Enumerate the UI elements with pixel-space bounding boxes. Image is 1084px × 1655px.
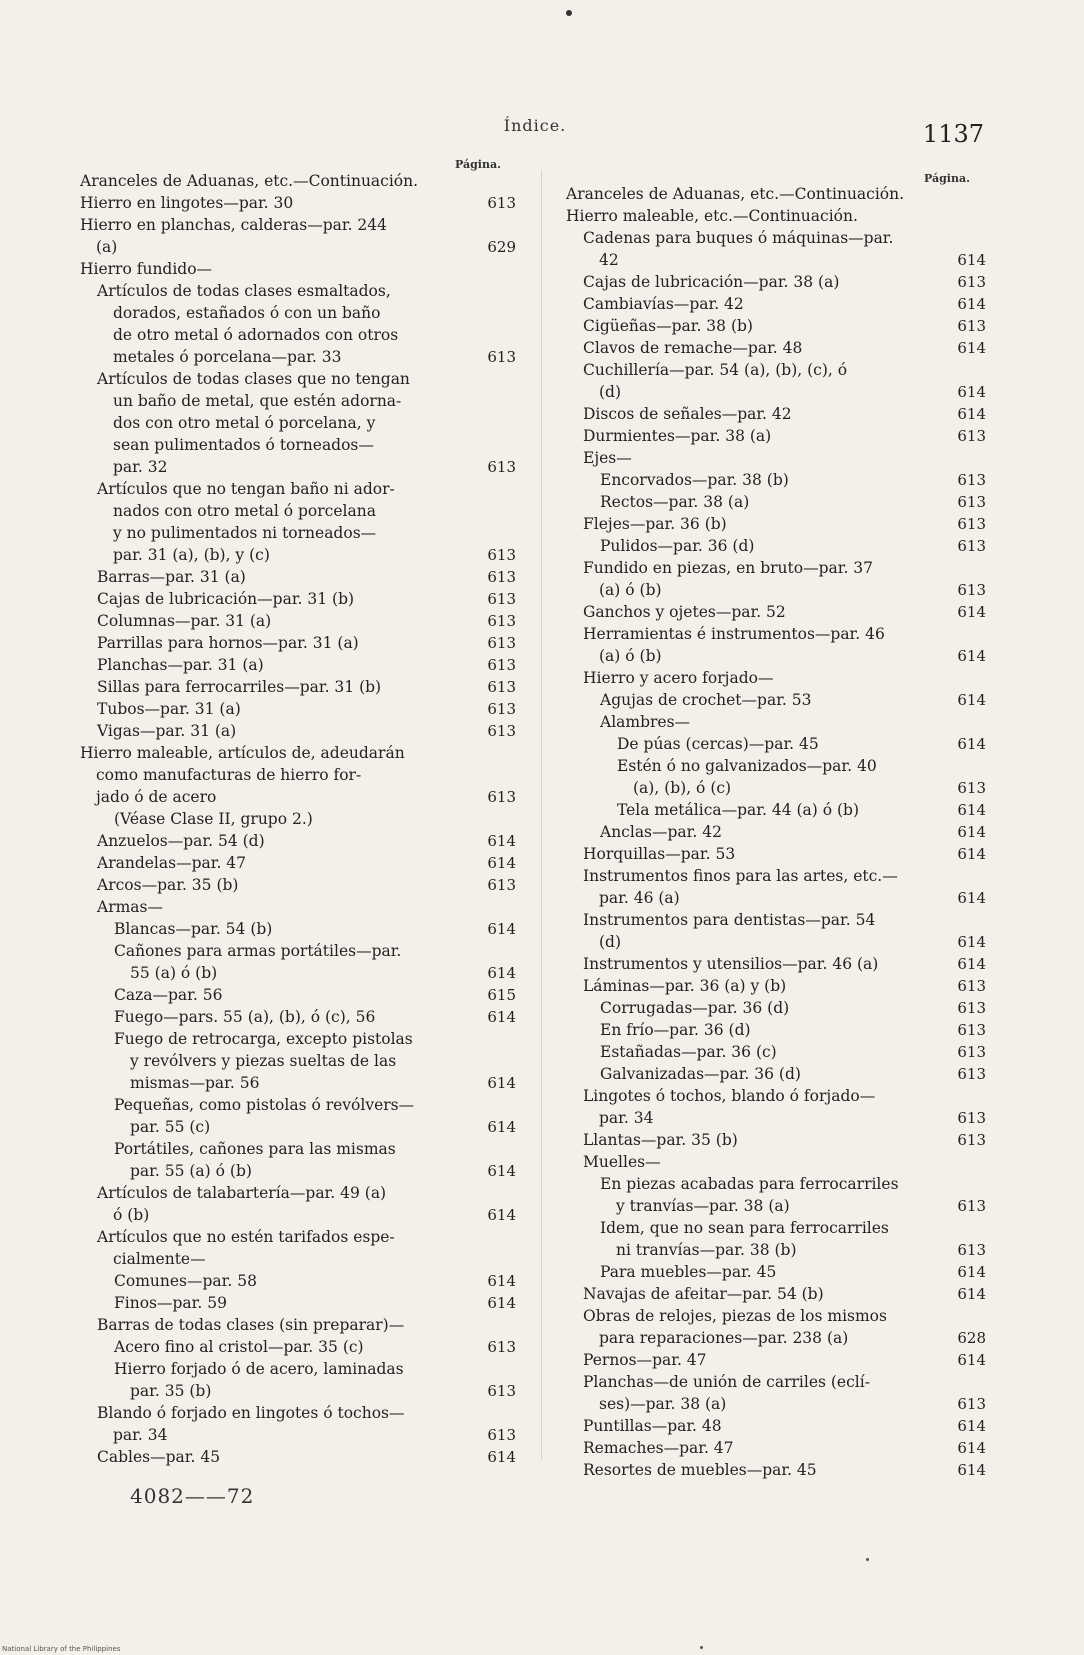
entry-page-number: 613 [957,317,986,335]
entry-page-number: 613 [957,1065,986,1083]
entry-page-number: 614 [957,691,986,709]
index-entry [80,368,516,478]
entry-text: Artículos de todas clases esmaltados, dorados, estañados ó con un baño de otro metal ó adornados con otros metales ó porcelana—par. 33 [97,282,399,366]
entry-text: Horquillas—par. 53 [583,845,736,863]
entry-page-number: 614 [957,1263,986,1281]
index-entry [566,909,986,953]
entry-text: Hierro y acero forjado— [583,669,774,687]
entry-page-number: 614 [957,933,986,951]
entry-page-number: 614 [957,1351,986,1369]
right-entry-list [566,205,986,1481]
entry-page-number: 613 [957,273,986,291]
entry-page-number: 614 [487,1272,516,1290]
index-entry [80,874,516,896]
entry-text: Flejes—par. 36 (b) [583,515,727,533]
index-entry [80,896,516,918]
entry-page-number: 613 [957,1241,986,1259]
index-entry [566,359,986,403]
entry-text: Galvanizadas—par. 36 (d) [600,1065,801,1083]
entry-page-number: 614 [487,1206,516,1224]
entry-text: Instrumentos y utensilios—par. 46 (a) [583,955,879,973]
entry-page-number: 613 [957,1043,986,1061]
entry-text: Alambres— [600,713,691,731]
entry-text: Barras de todas clases (sin preparar)— [97,1316,405,1334]
index-entry [566,1019,986,1041]
index-entry [566,623,986,667]
entry-page-number: 613 [487,1382,516,1400]
index-entry [80,742,516,808]
index-entry [566,997,986,1019]
left-column [80,170,516,1468]
entry-page-number: 614 [487,1074,516,1092]
printer-signature: 4082——72 [130,1484,255,1508]
index-entry [80,192,516,214]
index-entry [566,535,986,557]
index-entry [566,1041,986,1063]
entry-text: Finos—par. 59 [114,1294,227,1312]
entry-text: Hierro en lingotes—par. 30 [80,194,294,212]
entry-text: Cañones para armas portátiles—par. 55 (a) ó (b) [114,942,402,982]
entry-text: Resortes de muebles—par. 45 [583,1461,817,1479]
entry-text: Instrumentos finos para las artes, etc.— par. 46 (a) [583,867,898,907]
entry-text: (Véase Clase II, grupo 2.) [114,810,313,828]
entry-page-number: 614 [957,955,986,973]
entry-page-number: 614 [957,405,986,423]
index-entry [566,205,986,227]
index-entry [566,1437,986,1459]
entry-text: Sillas para ferrocarriles—par. 31 (b) [97,678,382,696]
entry-text: Planchas—par. 31 (a) [97,656,264,674]
entry-text: Artículos que no tengan baño ni ador- nados con otro metal ó porcelana y no pulimentados ni torneados— par. 31 (a), (b), y (c) [97,480,395,564]
entry-text: Estén ó no galvanizados—par. 40 (a), (b), ó (c) [617,757,877,797]
index-entry [566,315,986,337]
entry-text: Pulidos—par. 36 (d) [600,537,755,555]
entry-page-number: 614 [487,854,516,872]
index-entry [80,830,516,852]
index-entry [80,478,516,566]
entry-page-number: 614 [487,832,516,850]
index-entry [80,1402,516,1446]
entry-text: Fuego de retrocarga, excepto pistolas y revólvers y piezas sueltas de las mismas—par. 56 [114,1030,413,1092]
continuation-heading: Aranceles de Aduanas, etc.—Continuación. [80,172,419,190]
entry-page-number: 613 [957,581,986,599]
entry-text: Idem, que no sean para ferrocarriles ni tranvías—par. 38 (b) [600,1219,889,1259]
entry-text: Pernos—par. 47 [583,1351,707,1369]
entry-text: Armas— [97,898,163,916]
index-entry [566,821,986,843]
entry-page-number: 614 [957,1461,986,1479]
entry-page-number: 613 [487,348,516,366]
column-divider [541,170,542,1460]
index-entry [80,720,516,742]
entry-page-number: 613 [957,779,986,797]
entry-text: Láminas—par. 36 (a) y (b) [583,977,787,995]
entry-text: Durmientes—par. 38 (a) [583,427,772,445]
entry-page-number: 613 [957,515,986,533]
entry-page-number: 614 [487,920,516,938]
index-entry [566,557,986,601]
entry-text: Fundido en piezas, en bruto—par. 37 (a) ó (b) [583,559,874,599]
entry-text: Para muebles—par. 45 [600,1263,777,1281]
index-entry [566,271,986,293]
entry-page-number: 613 [487,458,516,476]
entry-page-number: 613 [487,1338,516,1356]
index-entry [566,843,986,865]
entry-text: Cuchillería—par. 54 (a), (b), (c), ó (d) [583,361,848,401]
index-entry [566,1173,986,1217]
entry-page-number: 613 [957,977,986,995]
entry-page-number: 614 [957,295,986,313]
index-entry [566,469,986,491]
entry-text: Llantas—par. 35 (b) [583,1131,738,1149]
entry-page-number: 613 [957,999,986,1017]
index-entry [80,588,516,610]
entry-page-number: 629 [487,238,516,256]
index-entry [80,1094,516,1138]
index-entry [566,1349,986,1371]
index-entry [80,632,516,654]
entry-text: Obras de relojes, piezas de los mismos para reparaciones—par. 238 (a) [583,1307,887,1347]
entry-text: Hierro fundido— [80,260,213,278]
entry-page-number: 613 [487,634,516,652]
entry-text: Cigüeñas—par. 38 (b) [583,317,753,335]
entry-page-number: 614 [957,823,986,841]
entry-text: Ejes— [583,449,632,467]
entry-page-number: 614 [957,845,986,863]
entry-page-number: 614 [957,889,986,907]
entry-text: Pequeñas, como pistolas ó revólvers— par. 55 (c) [114,1096,415,1136]
index-entry [80,1314,516,1336]
index-entry [566,975,986,997]
entry-text: Tela metálica—par. 44 (a) ó (b) [617,801,860,819]
index-entry [566,1063,986,1085]
entry-page-number: 613 [487,568,516,586]
index-entry [80,1358,516,1402]
entry-page-number: 613 [487,876,516,894]
entry-page-number: 614 [957,1285,986,1303]
entry-page-number: 613 [487,722,516,740]
entry-text: Corrugadas—par. 36 (d) [600,999,790,1017]
entry-text: En frío—par. 36 (d) [600,1021,751,1039]
entry-text: Fuego—pars. 55 (a), (b), ó (c), 56 [114,1008,376,1026]
entry-page-number: 613 [957,1131,986,1149]
page-number: 1137 [922,120,984,148]
entry-page-number: 613 [487,194,516,212]
index-entry [80,214,516,258]
index-entry [80,280,516,368]
index-entry [566,403,986,425]
entry-text: Discos de señales—par. 42 [583,405,792,423]
index-entry [566,1371,986,1415]
entry-text: Arcos—par. 35 (b) [97,876,239,894]
entry-text: Hierro maleable, etc.—Continuación. [566,207,858,225]
entry-page-number: 613 [957,1197,986,1215]
index-entry [566,1085,986,1129]
index-entry [80,676,516,698]
entry-page-number: 614 [487,964,516,982]
index-entry [566,425,986,447]
index-entry [566,711,986,733]
index-entry [566,513,986,535]
ink-speck [566,10,572,16]
entry-text: Cajas de lubricación—par. 31 (b) [97,590,355,608]
index-entry [566,1305,986,1349]
entry-text: Rectos—par. 38 (a) [600,493,750,511]
index-entry [80,698,516,720]
index-entry [80,984,516,1006]
entry-text: Cadenas para buques ó máquinas—par. 42 [583,229,894,269]
entry-page-number: 614 [957,1417,986,1435]
index-entry [566,755,986,799]
entry-text: Blando ó forjado en lingotes ó tochos— par. 34 [97,1404,405,1444]
index-entry [566,1459,986,1481]
index-entry [80,940,516,984]
entry-text: Cables—par. 45 [97,1448,221,1466]
index-entry [80,1028,516,1094]
entry-text: Puntillas—par. 48 [583,1417,722,1435]
index-entry [566,1129,986,1151]
entry-page-number: 614 [487,1448,516,1466]
ink-speck [700,1646,703,1649]
index-entry [566,447,986,469]
entry-page-number: 613 [487,788,516,806]
entry-page-number: 614 [487,1162,516,1180]
index-entry [80,1270,516,1292]
entry-text: Cajas de lubricación—par. 38 (a) [583,273,840,291]
entry-text: Comunes—par. 58 [114,1272,257,1290]
index-entry [566,667,986,689]
entry-page-number: 614 [957,1439,986,1457]
entry-text: Tubos—par. 31 (a) [97,700,241,718]
continuation-heading: Aranceles de Aduanas, etc.—Continuación. [566,185,905,203]
entry-page-number: 628 [957,1329,986,1347]
index-entry [80,258,516,280]
index-entry [80,1182,516,1226]
entry-text: Lingotes ó tochos, blando ó forjado— par. 34 [583,1087,876,1127]
entry-page-number: 614 [957,603,986,621]
index-entry [80,1292,516,1314]
entry-text: Encorvados—par. 38 (b) [600,471,789,489]
entry-text: Hierro forjado ó de acero, laminadas par. 35 (b) [114,1360,404,1400]
entry-page-number: 613 [957,493,986,511]
entry-text: Artículos de todas clases que no tengan un baño de metal, que estén adorna- dos con otro metal ó porcelana, y sean pulimentados ó torneados— par. 32 [97,370,410,476]
entry-page-number: 613 [957,1021,986,1039]
right-column [566,183,986,1481]
index-entry [80,918,516,940]
entry-page-number: 613 [957,1395,986,1413]
entry-text: De púas (cercas)—par. 45 [617,735,819,753]
entry-text: Columnas—par. 31 (a) [97,612,272,630]
entry-page-number: 613 [487,700,516,718]
entry-page-number: 614 [957,801,986,819]
index-entry [566,293,986,315]
index-entry [566,227,986,271]
index-entry [566,1283,986,1305]
entry-page-number: 613 [487,1426,516,1444]
index-entry [80,1006,516,1028]
entry-text: Ganchos y ojetes—par. 52 [583,603,786,621]
index-entry [566,953,986,975]
entry-page-number: 613 [487,590,516,608]
index-entry [80,610,516,632]
entry-text: Arandelas—par. 47 [97,854,247,872]
entry-text: Acero fino al cristol—par. 35 (c) [114,1338,364,1356]
page-column-label-right: Página. [924,172,970,185]
entry-page-number: 613 [957,471,986,489]
entry-page-number: 613 [487,612,516,630]
entry-text: Navajas de afeitar—par. 54 (b) [583,1285,824,1303]
index-entry [566,1151,986,1173]
index-entry [566,689,986,711]
page-column-label-left: Página. [455,158,501,171]
entry-text: Vigas—par. 31 (a) [97,722,237,740]
index-entry [80,1336,516,1358]
index-entry [80,1446,516,1468]
entry-page-number: 614 [957,383,986,401]
entry-page-number: 614 [957,339,986,357]
index-entry [80,852,516,874]
index-entry [566,601,986,623]
entry-text: Clavos de remache—par. 48 [583,339,803,357]
index-entry [566,799,986,821]
entry-page-number: 614 [957,251,986,269]
left-entry-list [80,192,516,1468]
entry-text: Estañadas—par. 36 (c) [600,1043,777,1061]
entry-page-number: 615 [487,986,516,1004]
index-entry [566,733,986,755]
entry-text: Hierro maleable, artículos de, adeudarán como manufacturas de hierro for- jado ó de acero [80,744,405,806]
entry-page-number: 613 [487,546,516,564]
index-entry [566,337,986,359]
entry-text: Barras—par. 31 (a) [97,568,246,586]
entry-text: Anclas—par. 42 [600,823,722,841]
entry-text: Herramientas é instrumentos—par. 46 (a) ó (b) [583,625,885,665]
entry-text: Remaches—par. 47 [583,1439,734,1457]
index-entry [566,1261,986,1283]
entry-text: Artículos de talabartería—par. 49 (a) ó (b) [97,1184,387,1224]
entry-page-number: 614 [487,1118,516,1136]
entry-text: Cambiavías—par. 42 [583,295,744,313]
entry-text: Parrillas para hornos—par. 31 (a) [97,634,359,652]
entry-text: Portátiles, cañones para las mismas par. 55 (a) ó (b) [114,1140,396,1180]
entry-text: Caza—par. 56 [114,986,223,1004]
index-entry [80,808,516,830]
entry-text: Planchas—de unión de carriles (eclí- ses)—par. 38 (a) [583,1373,870,1413]
entry-text: Agujas de crochet—par. 53 [600,691,812,709]
index-entry [80,1138,516,1182]
ink-speck [866,1558,869,1561]
entry-text: Artículos que no estén tarifados espe- cialmente— [97,1228,395,1268]
entry-page-number: 613 [487,678,516,696]
entry-text: Muelles— [583,1153,661,1171]
entry-text: Anzuelos—par. 54 (d) [97,832,265,850]
entry-page-number: 613 [487,656,516,674]
scan-credit: National Library of the Philippines [2,1645,121,1653]
entry-page-number: 613 [957,537,986,555]
entry-page-number: 613 [957,427,986,445]
entry-page-number: 614 [957,647,986,665]
running-head: Índice. [503,116,567,135]
index-entry [566,865,986,909]
entry-text: Hierro en planchas, calderas—par. 244 (a) [80,216,388,256]
entry-page-number: 614 [487,1008,516,1026]
entry-page-number: 614 [957,735,986,753]
entry-text: Instrumentos para dentistas—par. 54 (d) [583,911,876,951]
index-entry [80,1226,516,1270]
index-entry [566,1217,986,1261]
index-entry [566,1415,986,1437]
entry-page-number: 614 [487,1294,516,1312]
index-entry [566,491,986,513]
entry-page-number: 613 [957,1109,986,1127]
entry-text: En piezas acabadas para ferrocarriles y tranvías—par. 38 (a) [600,1175,899,1215]
index-entry [80,566,516,588]
entry-text: Blancas—par. 54 (b) [114,920,273,938]
index-entry [80,654,516,676]
